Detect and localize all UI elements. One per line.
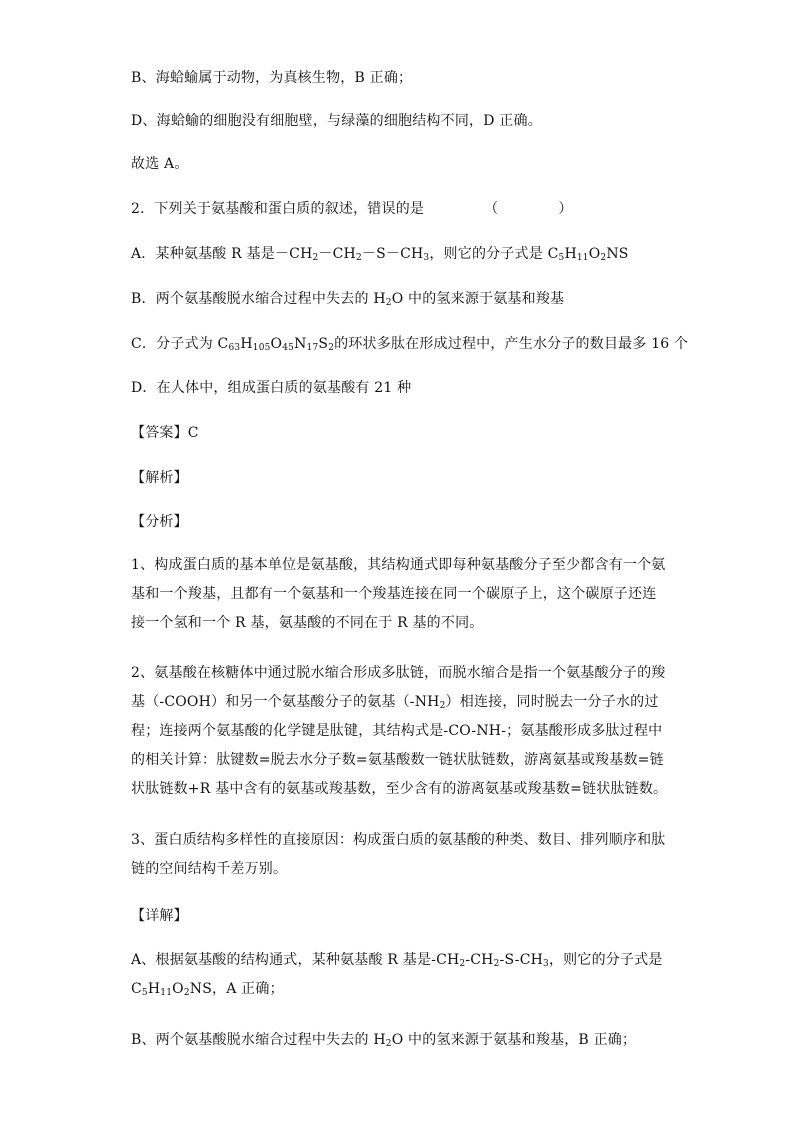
text-line-d-correct: D、海蛤蝓的细胞没有细胞壁，与绿藻的细胞结构不同，D 正确。 xyxy=(131,113,542,129)
subscript: 45 xyxy=(282,343,295,353)
detail-b: B、两个氨基酸脱水缩合过程中失去的 $H_2O$ 中的氢来源于氨基和羧基，B 正确； xyxy=(131,1032,637,1049)
subscript: 11 xyxy=(576,253,589,263)
subscript: 2 xyxy=(355,253,362,263)
answer-line: 【答案】C xyxy=(131,425,199,441)
paragraph-2-row: 状肽链数+R 基中含有的氨基或羧基数，至少含有的游离氨基或羧基数=链状肽链数。 xyxy=(131,781,668,797)
analysis-heading: 【解析】 xyxy=(131,470,188,486)
subscript: 3 xyxy=(423,253,430,263)
option-c: C．分子式为 $C_{63}H_{105}O_{45}N_{17}S_2$的环状多肽在形成过程中，产生水分子的数目最多 16 个 xyxy=(131,336,689,353)
option-c-text-1: C．分子式为 C xyxy=(131,336,229,352)
subscript: 2 xyxy=(600,253,607,263)
option-b-text-1: B．两个氨基酸脱水缩合过程中失去的 H xyxy=(131,291,386,307)
paragraph-2 xyxy=(131,659,668,804)
paragraph-2-row: 2、氨基酸在核糖体中通过脱水缩合形成多肽链，而脱水缩合是指一个氨基酸分子的羧 xyxy=(131,665,666,681)
paragraph-1-row: 接一个氢和一个 R 基，氨基酸的不同在于 R 基的不同。 xyxy=(131,615,484,631)
detail-a-row: $C_5H_{11}O_2NS$，A 正确； xyxy=(131,981,284,998)
paragraph-2-row: 程；连接两个氨基酸的化学键是肽键，其结构式是-CO-NH-；氨基酸形成多肽过程中 xyxy=(131,723,663,739)
paragraph-3-row: 3、蛋白质结构多样性的直接原因：构成蛋白质的氨基酸的种类、数目、排列顺序和肽 xyxy=(131,832,666,848)
paragraph-2-row: 基（-COOH）和另一个氨基酸分子的氨基$(-NH_2)$相连接，同时脱去一分子水的过 xyxy=(131,694,659,711)
answer-paren-close: ） xyxy=(558,201,573,217)
subscript: 2 xyxy=(312,253,319,263)
question-2-text: 2．下列关于氨基酸和蛋白质的叙述，错误的是 xyxy=(131,201,425,217)
text-line-choose-a: 故选 A。 xyxy=(131,156,189,172)
paragraph-1 xyxy=(131,551,666,638)
option-c-text-2: 的环状多肽在形成过程中，产生水分子的数目最多 16 个 xyxy=(334,336,689,352)
paragraph-3 xyxy=(131,826,666,884)
subscript: 105 xyxy=(252,343,271,353)
option-a-text-3: －S－CH xyxy=(361,246,424,262)
detail-a-row: A、根据氨基酸的结构通式，某种氨基酸 R 基是$-CH_2-CH_2-S-CH_3$，则它的分子式是 xyxy=(131,952,663,969)
paragraph-1-row: 基和一个羧基，且都有一个氨基和一个羧基连接在同一个碳原子上，这个碳原子还连 xyxy=(131,586,657,602)
option-a: A．某种氨基酸 R 基是$-CH_2-CH_2-S-CH_3$，则它的分子式是 $C_5H_{11}O_2NS$ xyxy=(131,246,629,263)
option-d: D．在人体中，组成蛋白质的氨基酸有 21 种 xyxy=(131,380,412,396)
text-line-b-correct: B、海蛤蝓属于动物，为真核生物，B 正确； xyxy=(131,70,413,86)
subscript: 63 xyxy=(228,343,241,353)
subscript: 5 xyxy=(558,253,565,263)
answer-paren-open: （ xyxy=(484,201,499,217)
subscript: 2 xyxy=(328,343,335,353)
question-2-stem xyxy=(131,200,691,218)
detail-heading: 【详解】 xyxy=(131,908,188,924)
fenxi-heading: 【分析】 xyxy=(131,514,188,530)
subscript: 17 xyxy=(306,343,319,353)
option-a-text-5: NS xyxy=(606,246,629,262)
paragraph-2-row: 的相关计算：肽键数=脱去水分子数=氨基酸数一链状肽链数，游离氨基或羧基数=链 xyxy=(131,752,664,768)
paragraph-3-row: 链的空间结构千差万别。 xyxy=(131,861,288,877)
detail-a xyxy=(131,946,663,1004)
option-a-text-1: A．某种氨基酸 R 基是－CH xyxy=(131,246,313,262)
option-a-text-4: ，则它的分子式是 C xyxy=(429,246,559,262)
option-a-text-2: －CH xyxy=(318,246,356,262)
subscript: 2 xyxy=(385,298,392,308)
paragraph-1-row: 1、构成蛋白质的基本单位是氨基酸，其结构通式即每种氨基酸分子至少都含有一个氨 xyxy=(131,557,666,573)
option-b xyxy=(131,290,691,308)
option-b-text-2: O 中的氢来源于氨基和羧基 xyxy=(391,291,565,307)
